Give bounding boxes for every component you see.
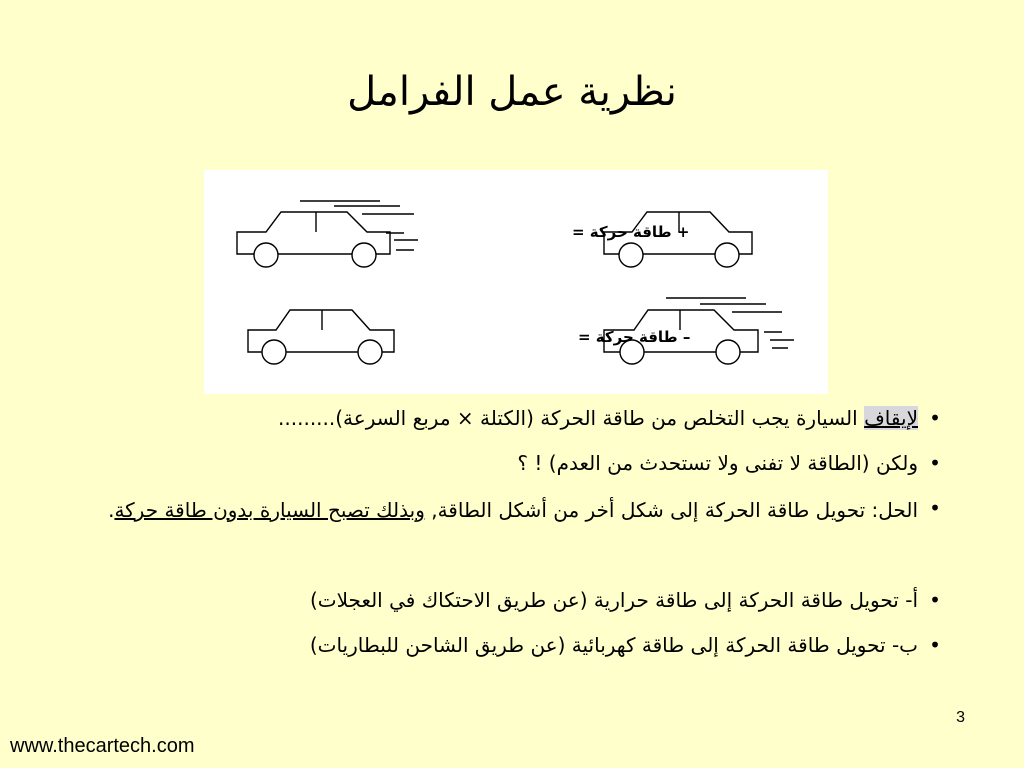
bullet-text-end: . <box>108 498 115 522</box>
bullet-mark: • <box>929 588 941 612</box>
bullet-text: ب- تحويل طاقة الحركة إلى طاقة كهربائية (عن طريق الشاحن للبطاريات) <box>309 633 918 657</box>
bullet-item <box>60 443 942 489</box>
footer-url: www.thecartech.com <box>10 735 195 757</box>
bullet-item <box>60 400 942 443</box>
bullet-item <box>60 489 942 579</box>
bullet-text: الحل: تحويل طاقة الحركة إلى شكل أخر من أشكل الطاقة, <box>424 498 918 522</box>
stationary-car-bottom <box>248 310 394 364</box>
brake-energy-figure <box>204 170 828 394</box>
bullet-item <box>60 625 942 671</box>
kinetic-energy-minus-label: – طاقة حركة = <box>578 328 691 346</box>
bullet-text: ولكن (الطاقة لا تفنى ولا تستحدث من العدم) ! ؟ <box>517 451 918 475</box>
bullet-list <box>60 400 942 671</box>
bullet-text: أ- تحويل طاقة الحركة إلى طاقة حرارية (عن طريق الاحتكاك في العجلات) <box>309 588 918 612</box>
bullet-item <box>60 579 942 625</box>
page-number: 3 <box>956 709 965 726</box>
bullet-mark: • <box>929 633 941 657</box>
kinetic-energy-plus-label: + طاقة حركة = <box>572 223 690 241</box>
underlined-text: وبذلك تصبح السيارة بدون طاقة حركة <box>114 498 425 522</box>
highlighted-word: لإيقاف <box>864 406 918 430</box>
moving-car-top <box>237 201 418 267</box>
bullet-mark: • <box>929 496 941 520</box>
bullet-text: السيارة يجب التخلص من طاقة الحركة (الكتلة × مربع السرعة)......... <box>278 406 865 430</box>
slide-title: نظرية عمل الفرامل <box>347 69 677 115</box>
bullet-mark: • <box>929 406 941 430</box>
bullet-mark: • <box>929 451 941 475</box>
cars-diagram <box>204 170 828 394</box>
